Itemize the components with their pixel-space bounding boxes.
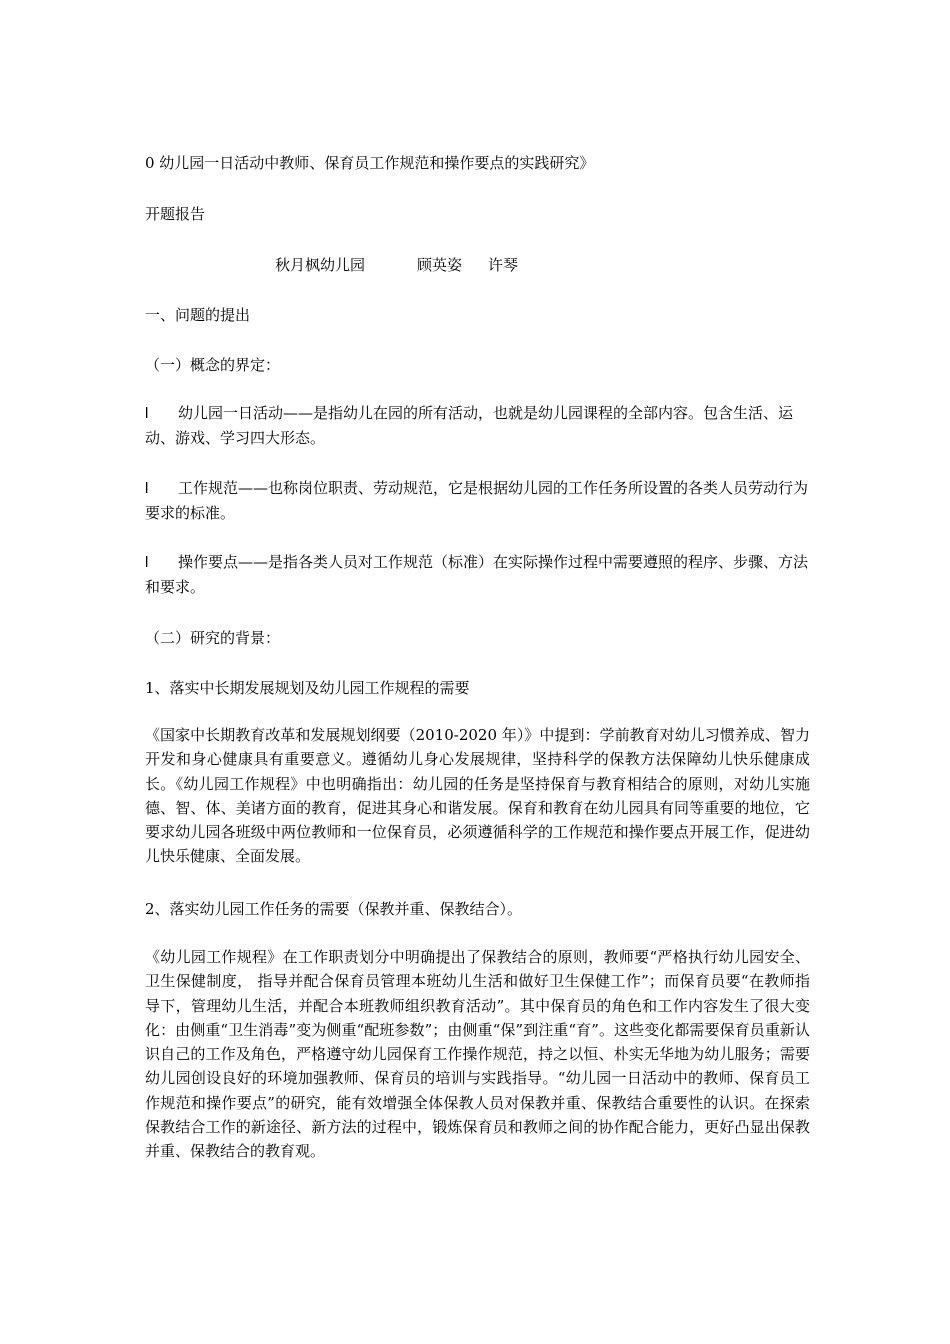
definition-item <box>145 550 810 600</box>
document-subtitle: 开题报告 <box>145 205 206 223</box>
section-heading: 一、问题的提出 <box>145 306 251 324</box>
point-heading: 1、落实中长期发展规划及幼儿园工作规程的需要 <box>145 679 470 697</box>
point-heading: 2、落实幼儿园工作任务的需要（保教并重、保教结合）。 <box>145 900 523 918</box>
definition-text: 幼儿园一日活动——是指幼儿在园的所有活动，也就是幼儿园课程的全部内容。包含生活、运动、游戏、学习四大形态。 <box>145 404 794 448</box>
definition-text: 工作规范——也称岗位职责、劳动规范，它是根据幼儿园的工作任务所设置的各类人员劳动行为要求的标准。 <box>145 479 809 523</box>
author-name: 许琴 <box>488 256 519 274</box>
authors-line <box>275 253 518 277</box>
definition-item <box>145 476 810 526</box>
author-name: 顾英姿 <box>417 256 463 274</box>
bullet-mark: l <box>145 554 149 571</box>
document-title: 0 幼儿园一日活动中教师、保育员工作规范和操作要点的实践研究》 <box>145 154 595 172</box>
definition-text: 操作要点——是指各类人员对工作规范（标准）在实际操作过程中需要遵照的程序、步骤、方法和要求。 <box>145 553 809 597</box>
subsection-heading: （二）研究的背景： <box>145 629 281 647</box>
bullet-mark: l <box>145 480 149 497</box>
definition-item <box>145 401 810 451</box>
subsection-heading: （一）概念的界定： <box>145 356 281 374</box>
body-paragraph: 《国家中长期教育改革和发展规划纲要（2010-2020 年）》中提到：学前教育对幼儿习惯养成、智力开发和身心健康具有重要意义。遵循幼儿身心发展规律，坚持科学的保教方法保障幼儿快乐健康成长。《幼儿园工作规程》中也明确指出：幼儿园的任务是坚持保育与教育相结合的原则，对幼儿实施德、智、体、美诸方面的教育，促进其身心和谐发展。保育和教育在幼儿园具有同等重要的地位，它要求幼儿园各班级中两位教师和一位保育员，必须遵循科学的工作规范和操作要点开展工作，促进幼儿快乐健康、全面发展。 <box>145 726 810 866</box>
bullet-mark: l <box>145 405 149 422</box>
author-organization: 秋月枫幼儿园 <box>275 256 366 274</box>
body-paragraph: 《幼儿园工作规程》在工作职责划分中明确提出了保教结合的原则，教师要“严格执行幼儿园安全、卫生保健制度， 指导并配合保育员管理本班幼儿生活和做好卫生保健工作”；而保育员要“在教师指导下，管理幼儿生活，并配合本班教师组织教育活动”。其中保育员的角色和工作内容发生了很大变化：由侧重“卫生消毒”变为侧重“配班参数”；由侧重“保”到注重“育”。这些变化都需要保育员重新认识自己的工作及角色，严格遵守幼儿园保育工作操作规范，持之以恒、朴实无华地为幼儿服务；需要幼儿园创设良好的环境加强教师、保育员的培训与实践指导。“幼儿园一日活动中的教师、保育员工作规范和操作要点”的研究，能有效增强全体保教人员对保教并重、保教结合重要性的认识。在探索保教结合工作的新途径、新方法的过程中，锻炼保育员和教师之间的协作配合能力，更好凸显出保教并重、保教结合的教育观。 <box>145 948 810 1161</box>
